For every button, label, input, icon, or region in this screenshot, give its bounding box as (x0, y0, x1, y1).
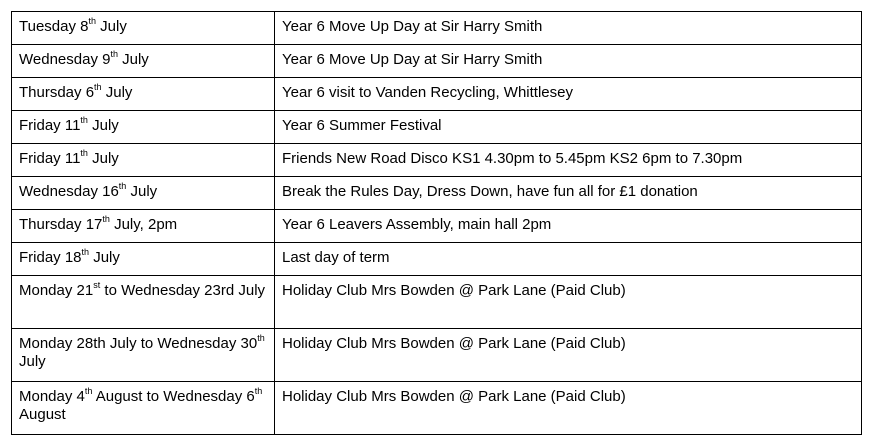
date-cell (12, 45, 275, 78)
date-text: Friday 11 (19, 117, 81, 134)
events-sheet (11, 11, 862, 435)
table-row (12, 243, 862, 276)
date-ordinal: th (94, 82, 102, 92)
date-text: Friday 11 (19, 150, 81, 167)
event-cell: Holiday Club Mrs Bowden @ Park Lane (Paid Club) (275, 276, 862, 329)
date-text: to Wednesday 23rd July (100, 282, 266, 299)
date-text: Thursday 6 (19, 84, 95, 101)
table-row (12, 12, 862, 45)
event-cell: Year 6 Move Up Day at Sir Harry Smith (275, 12, 862, 45)
event-cell: Last day of term (275, 243, 862, 276)
date-text: July (126, 183, 158, 200)
table-row (12, 329, 862, 382)
date-cell (12, 276, 275, 329)
date-text: Wednesday 9 (19, 51, 111, 68)
date-text: August to Wednesday 6 (92, 388, 255, 405)
date-text: July (101, 84, 133, 101)
event-cell: Year 6 Leavers Assembly, main hall 2pm (275, 210, 862, 243)
date-ordinal: th (257, 333, 265, 343)
event-cell: Year 6 Move Up Day at Sir Harry Smith (275, 45, 862, 78)
date-text: Monday 28th July to Wednesday 30 (19, 335, 258, 352)
date-text: Monday 4 (19, 388, 85, 405)
date-ordinal: st (93, 280, 101, 290)
date-ordinal: th (88, 16, 97, 26)
table-row (12, 276, 862, 329)
date-text: Friday 18 (19, 249, 82, 266)
date-text: August (19, 406, 66, 423)
date-text: Monday 21 (19, 282, 94, 299)
events-table (11, 11, 862, 435)
event-cell: Friends New Road Disco KS1 4.30pm to 5.45pm KS2 6pm to 7.30pm (275, 144, 862, 177)
date-ordinal: th (102, 214, 110, 224)
date-ordinal: th (254, 386, 263, 396)
date-cell (12, 243, 275, 276)
table-row (12, 45, 862, 78)
table-row (12, 177, 862, 210)
table-row (12, 382, 862, 435)
event-cell: Year 6 Summer Festival (275, 111, 862, 144)
date-cell (12, 12, 275, 45)
date-text: July, 2pm (109, 216, 178, 233)
date-text: July (96, 18, 127, 35)
date-text: July (89, 249, 120, 266)
date-text: July (87, 117, 119, 134)
date-cell (12, 111, 275, 144)
event-cell: Break the Rules Day, Dress Down, have fun all for £1 donation (275, 177, 862, 210)
date-text: July (117, 51, 149, 68)
event-cell: Year 6 visit to Vanden Recycling, Whittlesey (275, 78, 862, 111)
date-ordinal: th (110, 49, 118, 59)
date-text: Tuesday 8 (19, 18, 89, 35)
event-cell: Holiday Club Mrs Bowden @ Park Lane (Paid Club) (275, 382, 862, 435)
date-text: Wednesday 16 (19, 183, 119, 200)
date-ordinal: th (81, 247, 90, 257)
date-cell (12, 210, 275, 243)
date-text: July (19, 353, 46, 370)
table-row (12, 144, 862, 177)
date-text: July (87, 150, 119, 167)
table-row (12, 78, 862, 111)
date-cell (12, 329, 275, 382)
date-cell (12, 78, 275, 111)
date-ordinal: th (118, 181, 127, 191)
date-ordinal: th (80, 115, 88, 125)
table-row (12, 111, 862, 144)
date-ordinal: th (84, 386, 93, 396)
date-cell (12, 144, 275, 177)
event-cell: Holiday Club Mrs Bowden @ Park Lane (Paid Club) (275, 329, 862, 382)
date-cell (12, 177, 275, 210)
date-text: Thursday 17 (19, 216, 103, 233)
table-row (12, 210, 862, 243)
date-ordinal: th (80, 148, 88, 158)
date-cell (12, 382, 275, 435)
